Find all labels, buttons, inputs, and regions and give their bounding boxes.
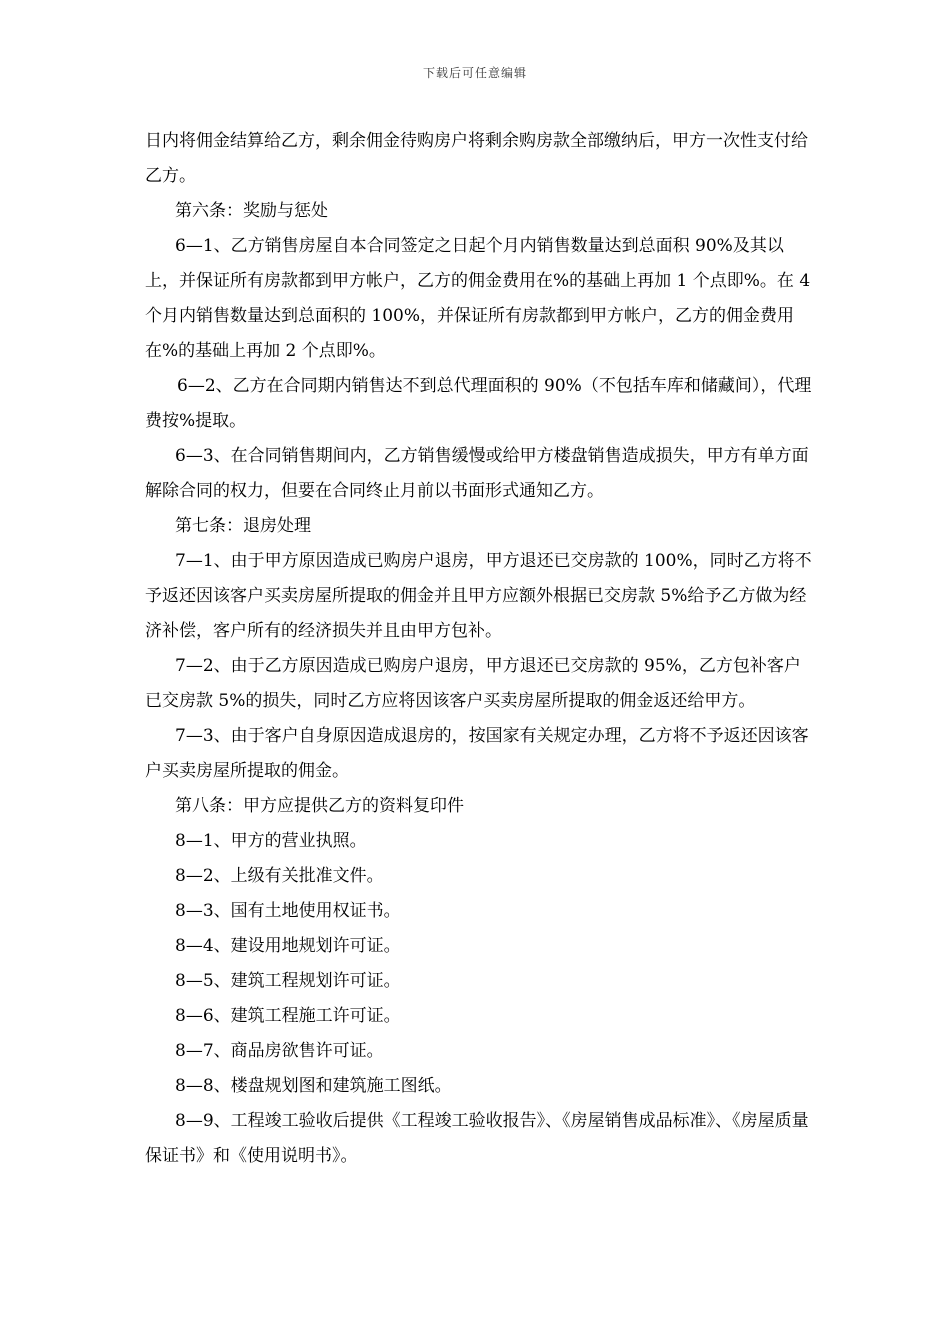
clause-7-3: 7—3、由于客户自身原因造成退房的，按国家有关规定办理，乙方将不予返还因该客户买卖房屋所提取的佣金。	[145, 726, 809, 781]
section-heading-6: 第六条：奖励与惩处	[175, 201, 328, 221]
clause-8-5: 8—5、建筑工程规划许可证。	[175, 971, 401, 991]
clause-8-9: 8—9、工程竣工验收后提供《工程竣工验收报告》、《房屋销售成品标准》、《房屋质量保证书》和《使用说明书》。	[145, 1111, 809, 1166]
page-header: 下载后可任意编辑	[422, 66, 527, 80]
clause-8-6: 8—6、建筑工程施工许可证。	[175, 1006, 401, 1026]
clause-8-4: 8—4、建设用地规划许可证。	[175, 936, 401, 956]
clause-8-2: 8—2、上级有关批准文件。	[175, 866, 384, 886]
clause-7-1: 7—1、由于甲方原因造成已购房户退房，甲方退还已交房款的 100%，同时乙方将不予返还因该客户买卖房屋所提取的佣金并且甲方应额外根据已交房款 5%给予乙方做为经济补偿，客户所有的经济损失并且由甲方包补。	[145, 551, 812, 641]
section-heading-7: 第七条：退房处理	[175, 516, 311, 536]
document-body	[145, 124, 815, 1174]
clause-8-8: 8—8、楼盘规划图和建筑施工图纸。	[175, 1076, 452, 1096]
clause-8-3: 8—3、国有土地使用权证书。	[175, 901, 401, 921]
section-heading-8: 第八条：甲方应提供乙方的资料复印件	[175, 796, 464, 816]
clause-6-3: 6—3、在合同销售期间内，乙方销售缓慢或给甲方楼盘销售造成损失，甲方有单方面解除合同的权力，但要在合同终止月前以书面形式通知乙方。	[145, 446, 809, 501]
clause-8-1: 8—1、甲方的营业执照。	[175, 831, 367, 851]
clause-6-1: 6—1、乙方销售房屋自本合同签定之日起个月内销售数量达到总面积 90%及其以上，并保证所有房款都到甲方帐户，乙方的佣金费用在%的基础上再加 1 个点即%。在 4 个月内销售数量达到总面积的 100%，并保证所有房款都到甲方帐户，乙方的佣金费用在%的基础上再加 2 个点即%。	[145, 236, 811, 361]
clause-6-2: 6—2、乙方在合同期内销售达不到总代理面积的 90%（不包括车库和储藏间），代理费按%提取。	[145, 376, 812, 431]
paragraph-continued: 日内将佣金结算给乙方，剩余佣金待购房户将剩余购房款全部缴纳后，甲方一次性支付给乙方。	[145, 131, 808, 186]
clause-7-2: 7—2、由于乙方原因造成已购房户退房，甲方退还已交房款的 95%，乙方包补客户已交房款 5%的损失，同时乙方应将因该客户买卖房屋所提取的佣金返还给甲方。	[145, 656, 801, 711]
clause-8-7: 8—7、商品房欲售许可证。	[175, 1041, 384, 1061]
